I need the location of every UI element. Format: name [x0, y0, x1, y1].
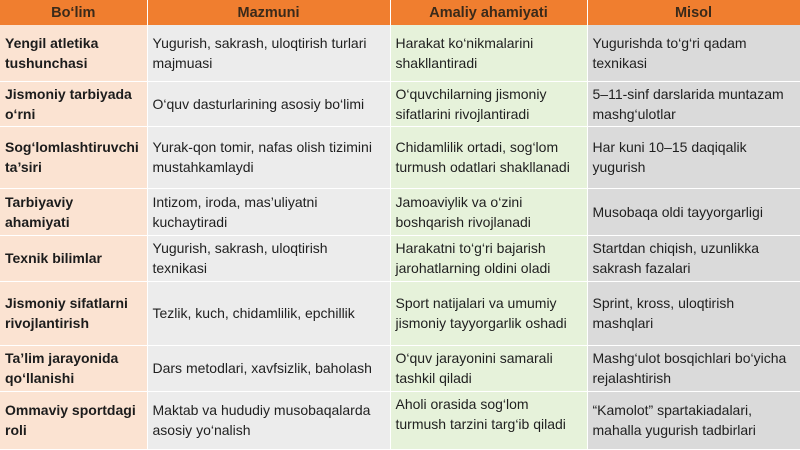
cell-practical-value: O‘quvchilarning jismoniy sifatlarini rivojlantiradi: [390, 81, 587, 126]
cell-example: “Kamolot” spartakiadalari, mahalla yugurish tadbirlari: [587, 391, 800, 449]
cell-content: Tezlik, kuch, chidamlilik, epchillik: [147, 281, 390, 345]
cell-section: Jismoniy sifatlarni rivojlantirish: [0, 281, 147, 345]
cell-section: Ommaviy sportdagi roli: [0, 391, 147, 449]
cell-section: Jismoniy tarbiyada o‘rni: [0, 81, 147, 126]
header-row: [0, 0, 800, 25]
cell-practical-value: Aholi orasida sog‘lom turmush tarzini targ‘ib qiladi: [390, 391, 587, 449]
header-practical-value: Amaliy ahamiyati: [390, 0, 587, 25]
cell-section: Tarbiyaviy ahamiyati: [0, 188, 147, 235]
table-row: [0, 25, 800, 81]
cell-practical-value: Sport natijalari va umumiy jismoniy tayyorgarlik oshadi: [390, 281, 587, 345]
cell-example: Startdan chiqish, uzunlikka sakrash fazalari: [587, 235, 800, 281]
cell-content: Intizom, iroda, mas’uliyatni kuchaytiradi: [147, 188, 390, 235]
cell-content: O‘quv dasturlarining asosiy bo‘limi: [147, 81, 390, 126]
cell-content: Dars metodlari, xavfsizlik, baholash: [147, 345, 390, 391]
cell-example: Har kuni 10–15 daqiqalik yugurish: [587, 126, 800, 188]
cell-example: Mashg‘ulot bosqichlari bo‘yicha rejalashtirish: [587, 345, 800, 391]
cell-practical-value: O‘quv jarayonini samarali tashkil qiladi: [390, 345, 587, 391]
cell-example: Musobaqa oldi tayyorgarligi: [587, 188, 800, 235]
cell-practical-value: Harakatni to‘g‘ri bajarish jarohatlarning oldini oladi: [390, 235, 587, 281]
cell-section: Sog‘lomlashtiruvchi ta’siri: [0, 126, 147, 188]
cell-section: Yengil atletika tushunchasi: [0, 25, 147, 81]
table-row: [0, 235, 800, 281]
table-row: [0, 281, 800, 345]
table-row: [0, 391, 800, 449]
cell-section: Texnik bilimlar: [0, 235, 147, 281]
table-row: [0, 126, 800, 188]
cell-example: Sprint, kross, uloqtirish mashqlari: [587, 281, 800, 345]
cell-practical-value: Harakat ko‘nikmalarini shakllantiradi: [390, 25, 587, 81]
cell-section: Ta’lim jarayonida qo‘llanishi: [0, 345, 147, 391]
table-row: [0, 81, 800, 126]
cell-content: Yugurish, sakrash, uloqtirish turlari majmuasi: [147, 25, 390, 81]
header-content: Mazmuni: [147, 0, 390, 25]
cell-practical-value: Chidamlilik ortadi, sog‘lom turmush odatlari shakllanadi: [390, 126, 587, 188]
cell-practical-value: Jamoaviylik va o‘zini boshqarish rivojlanadi: [390, 188, 587, 235]
table-row: [0, 188, 800, 235]
table-row: [0, 345, 800, 391]
cell-content: Yurak-qon tomir, nafas olish tizimini mustahkamlaydi: [147, 126, 390, 188]
cell-example: Yugurishda to‘g‘ri qadam texnikasi: [587, 25, 800, 81]
cell-content: Maktab va hududiy musobaqalarda asosiy yo‘nalish: [147, 391, 390, 449]
cell-content: Yugurish, sakrash, uloqtirish texnikasi: [147, 235, 390, 281]
header-example: Misol: [587, 0, 800, 25]
header-section: Bo‘lim: [0, 0, 147, 25]
cell-example: 5–11-sinf darslarida muntazam mashg‘ulotlar: [587, 81, 800, 126]
